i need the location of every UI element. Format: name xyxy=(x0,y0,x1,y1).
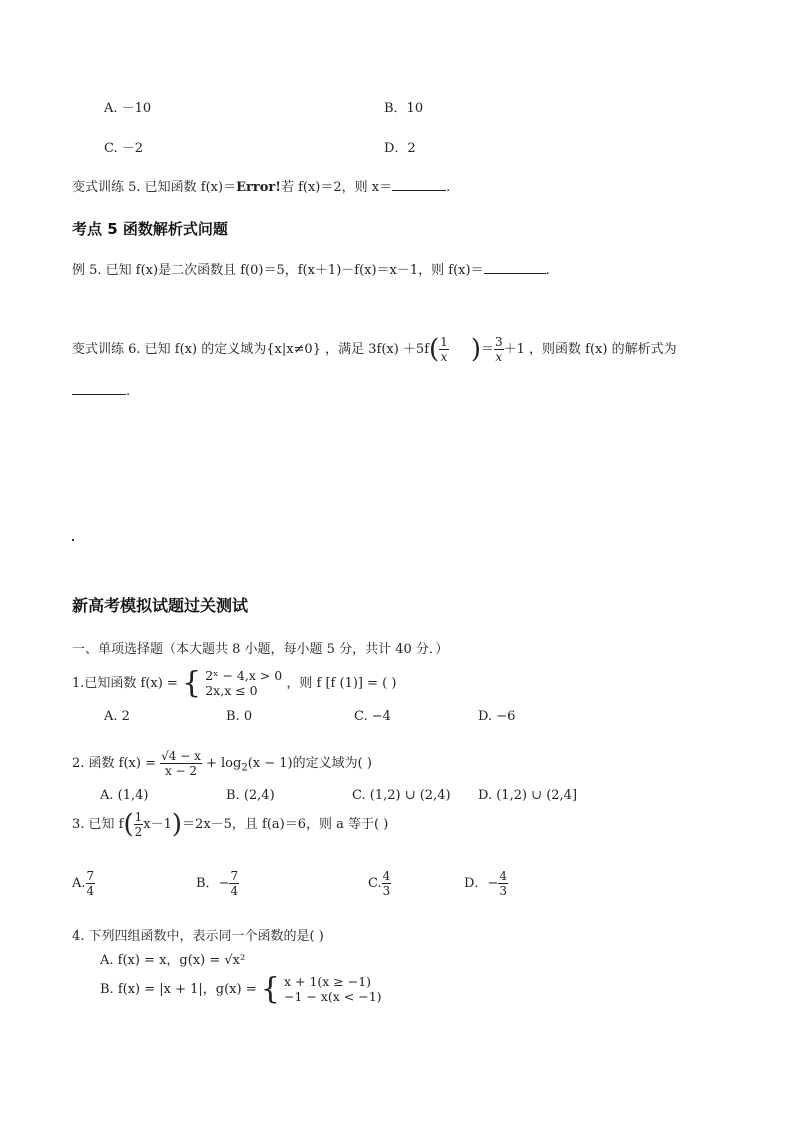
question-2-suffix: (x − 1)的定义域为( ) xyxy=(247,756,372,771)
piecewise-cases: x + 1(x ≥ −1) −1 − x(x < −1) xyxy=(283,974,382,1004)
variant-6-answer-line: . xyxy=(72,382,130,399)
topic-5-heading: 考点 5 函数解析式问题 xyxy=(72,220,228,238)
fraction-3-over-x: $\frac{3}{x}$ xyxy=(494,335,503,364)
variant-5-prefix: 变式训练 5. 已知函数 f(x)＝ xyxy=(72,180,237,195)
question-3-suffix: ＝2x－5，且 f(a)＝6，则 a 等于( ) xyxy=(182,817,389,832)
q2-option-c: C. (1,2) ∪ (2,4) xyxy=(352,788,451,803)
q3-option-c: C. $\frac{4}{3}$ xyxy=(368,869,391,898)
variant-5-error: Error! xyxy=(236,180,281,195)
example-5-text: 例 5. 已知 f(x)是二次函数且 f(0)＝5，f(x＋1)－f(x)＝x－1，则 f(x)＝ xyxy=(72,263,484,278)
option-b: B．10 xyxy=(384,101,424,116)
option-d: D．2 xyxy=(384,141,416,156)
q1-option-c: C. −4 xyxy=(354,709,391,724)
question-2-prefix: 2. 函数 f(x) = xyxy=(72,756,156,771)
q3-option-d: D．− $\frac{4}{3}$ xyxy=(464,869,507,898)
q2-option-a: A. (1,4) xyxy=(100,788,149,803)
q3-option-b: B．− $\frac{7}{4}$ xyxy=(196,869,239,898)
option-a: A. －10 xyxy=(104,101,152,116)
variant-6-prefix: 变式训练 6. 已知 f(x) 的定义域为{x|x≠0} ，满足 3f(x) ＋5f xyxy=(72,342,430,357)
question-1-prefix: 1.已知函数 f(x) = xyxy=(72,676,178,691)
answer-blank xyxy=(484,261,546,274)
example-5: 例 5. 已知 f(x)是二次函数且 f(0)＝5，f(x＋1)－f(x)＝x－1，则 f(x)＝ . xyxy=(72,263,550,278)
question-3: 3. 已知 f( $\frac{1}{2}$ x－1)＝2x－5，且 f(a)＝6，则 a 等于( ) xyxy=(72,809,389,840)
variant-6: 变式训练 6. 已知 f(x) 的定义域为{x|x≠0} ，满足 3f(x) ＋5f( $\frac{1}{x}$ )＝ $\frac{3}{x}$ ＋1 ，则函数 f(x) 的解析式为 xyxy=(72,334,677,365)
q1-option-d: D. −6 xyxy=(478,709,516,724)
answer-blank xyxy=(392,178,446,191)
variant-6-tail: ＋1 ，则函数 f(x) 的解析式为 xyxy=(503,342,677,357)
q2-option-b: B. (2,4) xyxy=(226,788,275,803)
fraction-sqrt: $\frac{√4 - x}{x - 2}$ xyxy=(161,749,201,778)
fraction-1-over-2: $\frac{1}{2}$ xyxy=(134,810,143,839)
variant-5-suffix: 若 f(x)＝2，则 x＝ xyxy=(280,180,393,195)
q4-option-a: A. f(x) = x，g(x) = √x² xyxy=(100,953,246,968)
question-3-prefix: 3. 已知 f xyxy=(72,817,124,832)
part-1-header: 一、单项选择题（本大题共 8 小题，每小题 5 分，共计 40 分．） xyxy=(72,642,449,657)
q4-option-b: B. f(x) = |x + 1|，g(x) = { x + 1(x ≥ −1) −1 − x(x < −1) xyxy=(100,971,382,1007)
brace: { xyxy=(182,665,202,701)
stray-dot xyxy=(72,539,74,541)
section-heading: 新高考模拟试题过关测试 xyxy=(72,596,249,615)
answer-blank xyxy=(72,382,126,395)
q3-option-a: A. $\frac{7}{4}$ xyxy=(72,869,95,898)
question-1 xyxy=(72,666,396,702)
question-1-suffix: ，则 f [f (1)] = ( ) xyxy=(286,676,397,691)
question-2: 2. 函数 f(x) = $\frac{√4 - x}{x - 2}$ + $\log_2(x - 1)$的定义域为( ) xyxy=(72,749,372,778)
q1-option-a: A. 2 xyxy=(104,709,130,724)
q1-option-b: B. 0 xyxy=(226,709,253,724)
fraction-1-over-x: $\frac{1}{x}$ xyxy=(440,335,448,364)
brace: { xyxy=(260,971,280,1007)
question-4-stem: 4. 下列四组函数中，表示同一个函数的是( ) xyxy=(72,929,324,944)
q2-option-d: D. (1,2) ∪ (2,4] xyxy=(478,788,578,803)
piecewise-cases: 2ˣ − 4,x > 0 2x,x ≤ 0 xyxy=(205,668,283,698)
variant-5: 变式训练 5. 已知函数 f(x)＝Error!若 f(x)＝2，则 x＝ . xyxy=(72,180,451,195)
option-c: C. －2 xyxy=(104,141,144,156)
